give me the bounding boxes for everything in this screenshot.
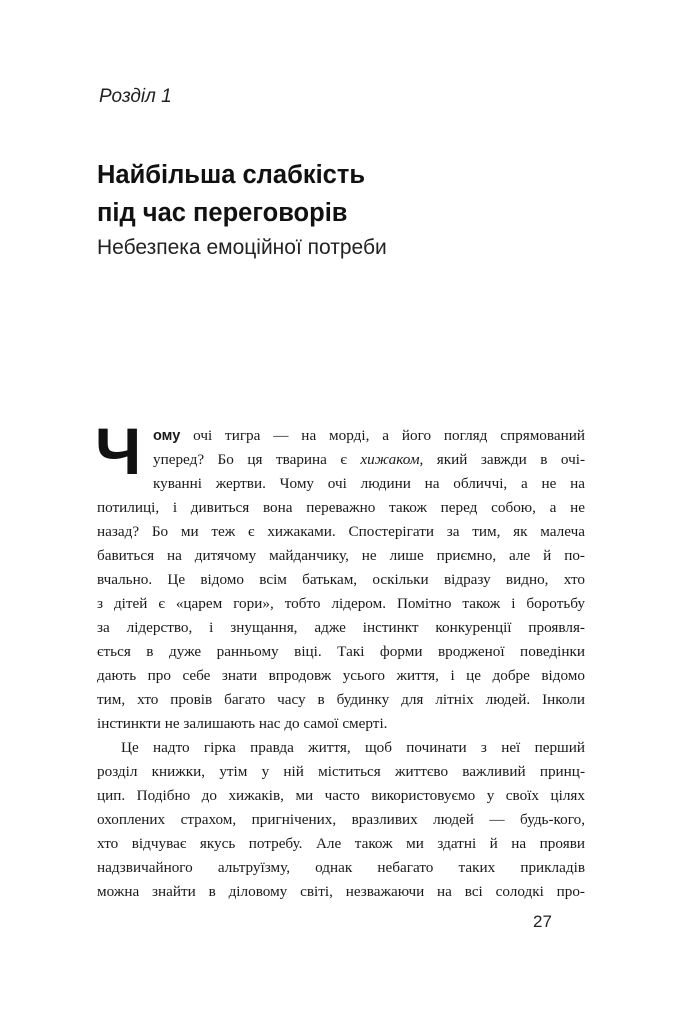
paragraph-2-line-6: надзвичайного альтруїзму, однак небагато таких прикладів <box>97 859 585 876</box>
paragraph-1-line-4: потилиці, і дивиться вона переважно також перед собою, а не <box>97 499 585 516</box>
paragraph-1-line-2-b: який завжди в очі- <box>423 451 585 468</box>
body-text <box>95 414 585 904</box>
paragraph-1-line-5: назад? Бо ми теж є хижаками. Спостерігати за тим, як малеча <box>97 523 585 540</box>
chapter-title-line-1: Найбільша слабкість <box>97 161 366 189</box>
paragraph-1-line-12: тим, хто провів багато часу в будинку для літніх людей. Інколи <box>97 691 585 708</box>
paragraph-1-line-1 <box>97 424 585 448</box>
paragraph-2-line-5: хто відчуває якусь потребу. Але також ми здатні й на прояви <box>97 835 585 852</box>
paragraph-1-line-8: з дітей є «царем гори», тобто лідером. Помітно також і боротьбу <box>97 595 585 612</box>
chapter-subtitle: Небезпека емоційної потреби <box>97 236 387 259</box>
paragraph-1-line-6: бавиться на дитячому майданчику, не лише приємно, але й по- <box>97 547 585 564</box>
chapter-label: Розділ 1 <box>99 86 172 107</box>
paragraph-1-line-1-text: очі тигра — на морді, а його погляд спрямований <box>180 427 585 444</box>
italic-word: хижаком, <box>360 451 424 468</box>
paragraph-1-line-2 <box>97 448 585 472</box>
paragraph-1-line-10: ється в дуже ранньому віці. Такі форми вродженої поведінки <box>97 643 585 660</box>
lead-word: ому <box>153 428 181 444</box>
paragraph-2-line-2: розділ книжки, утім у ній міститься життєво важливий принц- <box>97 763 585 780</box>
paragraph-2-line-4: охоплених страхом, пригнічених, вразливих людей — будь-кого, <box>97 811 585 828</box>
chapter-title-line-2: під час переговорів <box>97 199 348 227</box>
drop-cap: Ч <box>95 414 142 488</box>
paragraph-1-line-3: куванні жертви. Чому очі людини на обличчі, а не на <box>153 475 585 492</box>
page-number: 27 <box>533 912 552 931</box>
paragraph-2-line-3: цип. Подібно до хижаків, ми часто використовуємо у своїх цілях <box>97 787 585 804</box>
paragraph-1-line-11: дають про себе знати впродовж усього життя, і це добре відомо <box>97 667 585 684</box>
paragraph-2-line-1: Це надто гірка правда життя, щоб починати з неї перший <box>121 739 585 756</box>
paragraph-2-line-7: можна знайти в діловому світі, незважаючи на всі солодкі про- <box>97 883 585 900</box>
chapter-title <box>97 156 365 232</box>
paragraph-1-line-9: за лідерство, і знущання, адже інстинкт конкуренції проявля- <box>97 619 585 636</box>
paragraph-1-line-13: інстинкти не залишають нас до самої смерті. <box>97 715 388 732</box>
paragraph-1-line-2-a: уперед? Бо ця тварина є <box>153 451 361 468</box>
paragraph-1-line-7: вчально. Це відомо всім батькам, оскільки відразу видно, хто <box>97 571 585 588</box>
